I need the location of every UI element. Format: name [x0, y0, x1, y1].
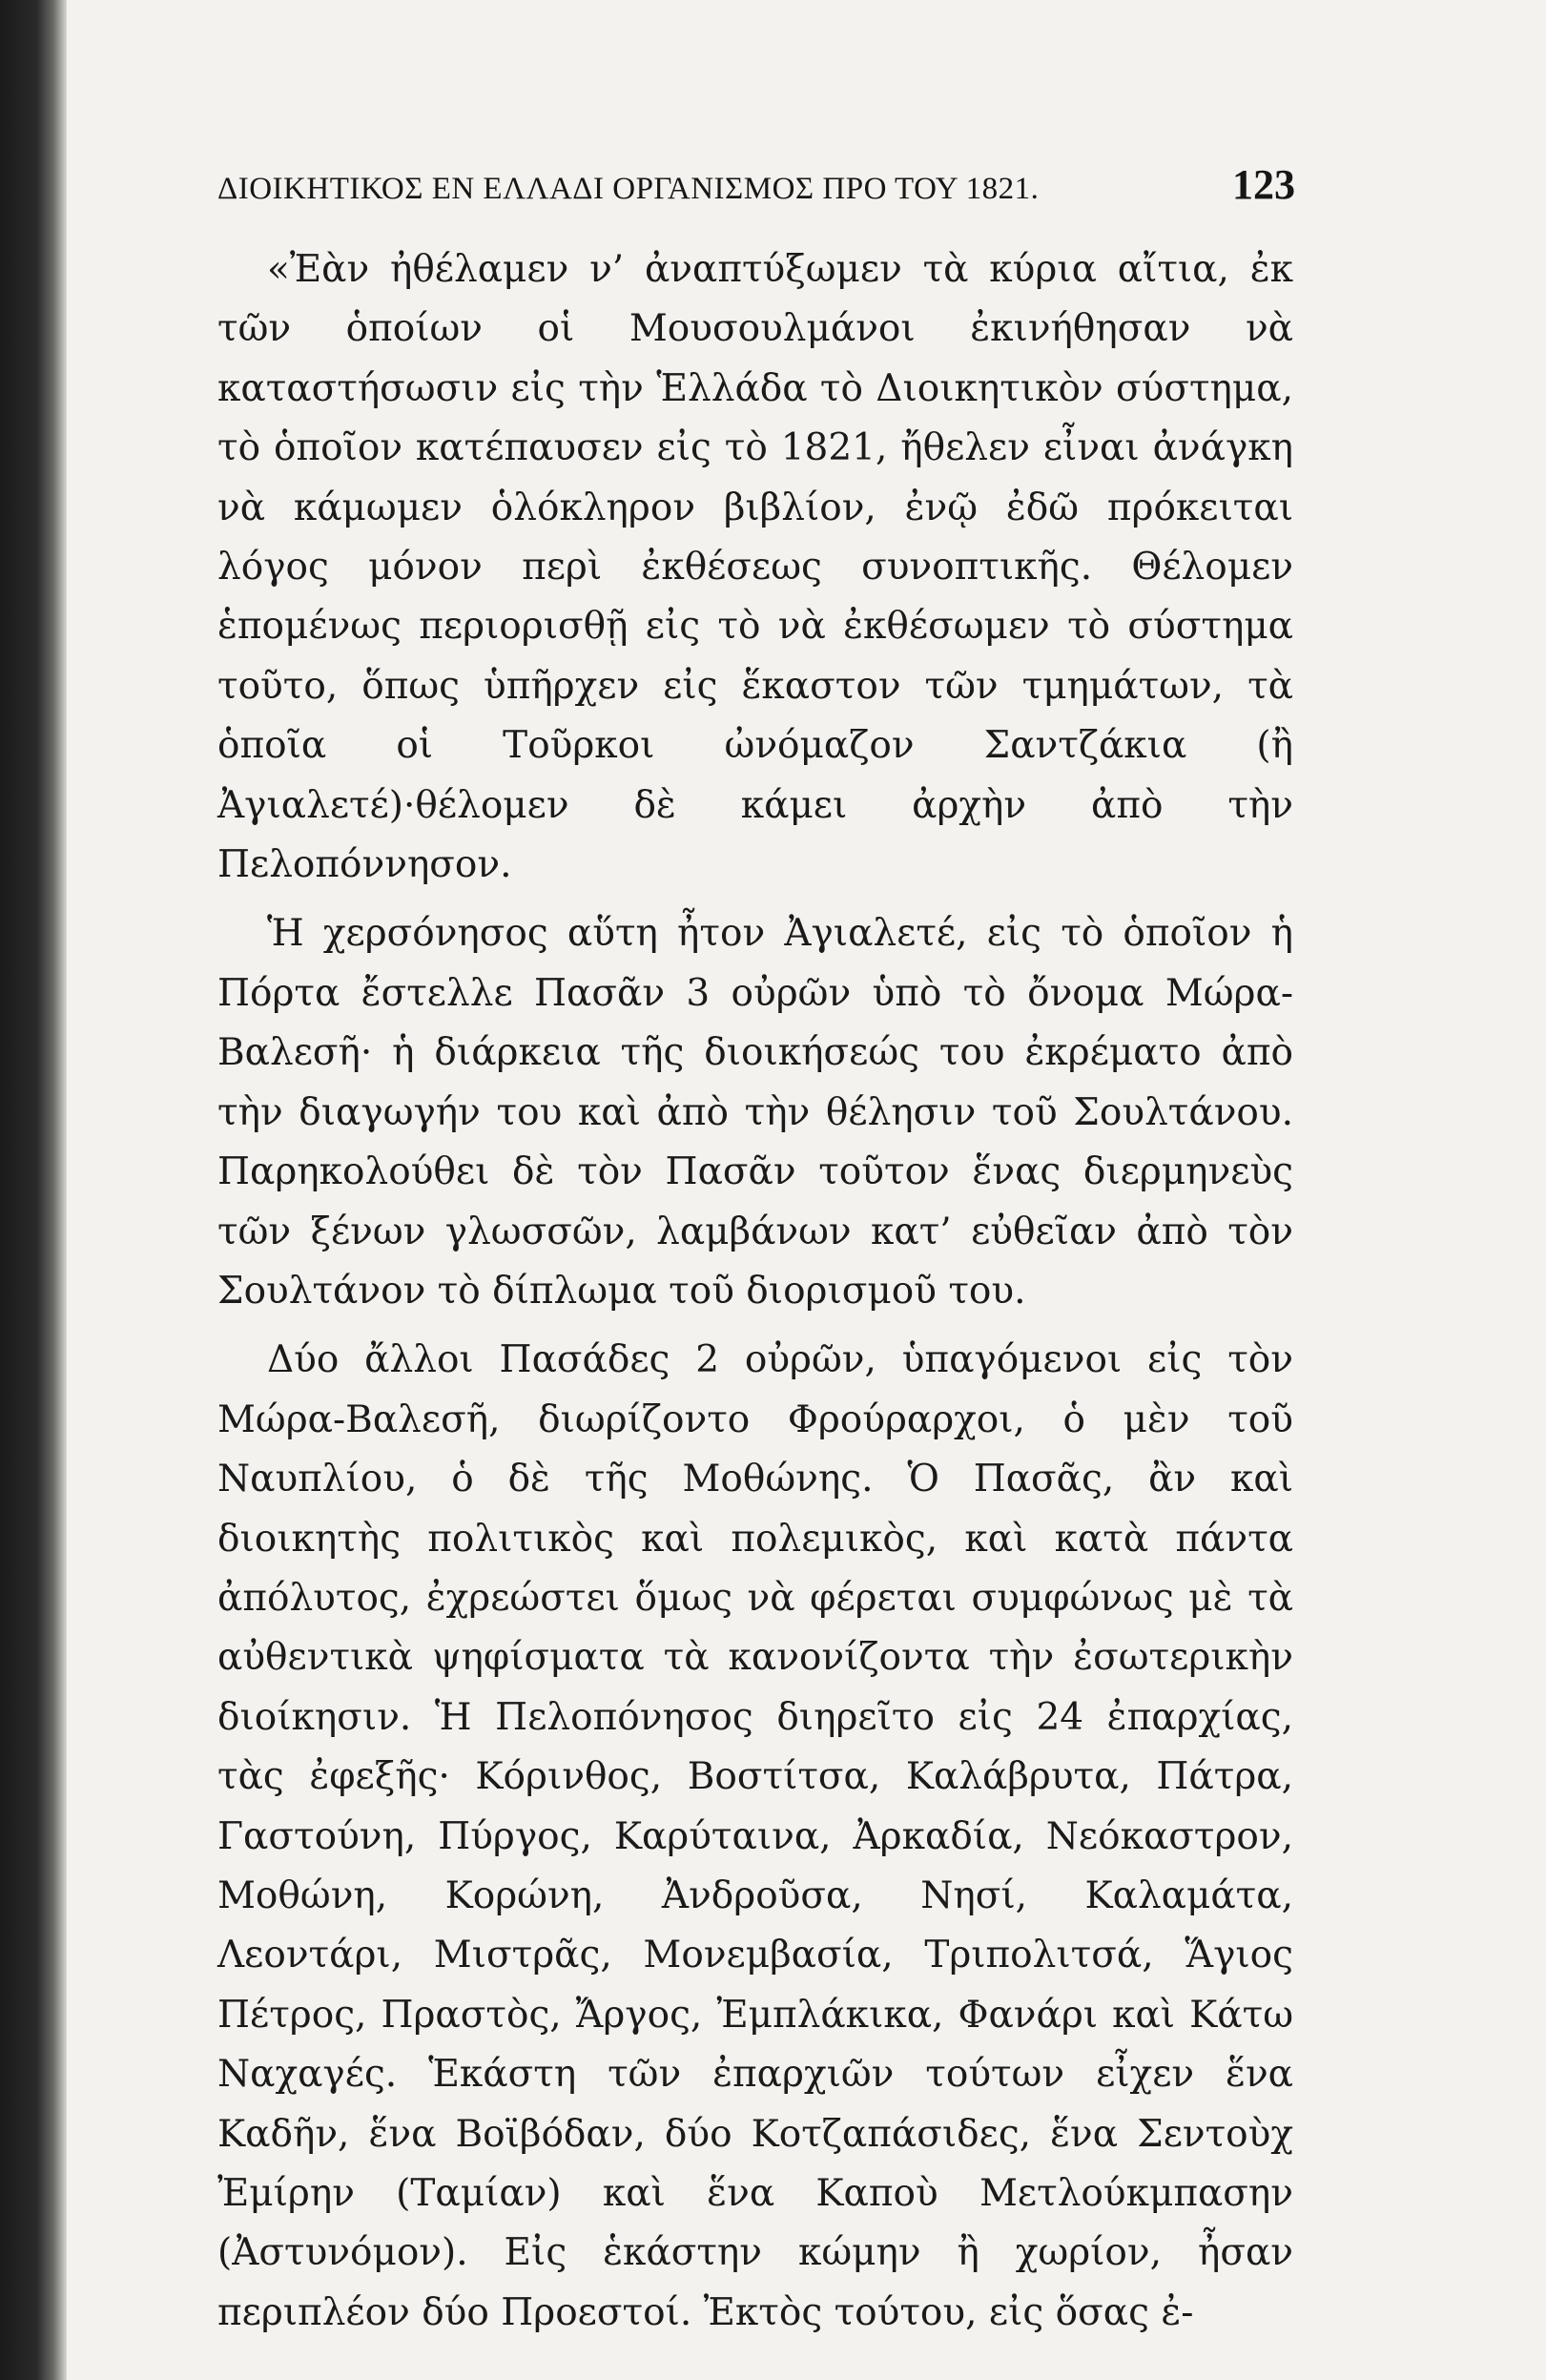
- paragraph: Ἡ χερσόνησος αὕτη ἦτον Ἀγιαλετέ, εἰς τὸ ὁποῖον ἡ Πόρτα ἔστελλε Πασᾶν 3 οὐρῶν ὑπὸ τὸ ὄνομα Μώρα-Βαλεσῆ· ἡ διάρκεια τῆς διοικήσεώς του ἐκρέματο ἀπὸ τὴν διαγωγήν του καὶ ἀπὸ τὴν θέλησιν τοῦ Σουλτάνου. Παρηκολούθει δὲ τὸν Πασᾶν τοῦτον ἕνας διερμηνεὺς τῶν ξένων γλωσσῶν, λαμβάνων κατ’ εὐθεῖαν ἀπὸ τὸν Σουλτάνον τὸ δίπλωμα τοῦ διορισμοῦ του.: [217, 912, 1293, 1313]
- running-header: [217, 160, 1295, 210]
- binding-gutter: [0, 0, 67, 2380]
- page-number: 123: [1232, 161, 1295, 208]
- body-text: [217, 240, 1293, 2343]
- running-title: ΔΙΟΙΚΗΤΙΚΟΣ ΕΝ ΕΛΛΑΔΙ ΟΡΓΑΝΙΣΜΟΣ ΠΡΟ ΤΟΥ 1821.: [217, 172, 1040, 206]
- paragraph: «Ἐὰν ἠθέλαμεν ν’ ἀναπτύξωμεν τὰ κύρια αἴτια, ἐκ τῶν ὁποίων οἱ Μουσουλμάνοι ἐκινήθησαν νὰ καταστήσωσιν εἰς τὴν Ἑλλάδα τὸ Διοικητικὸν σύστημα, τὸ ὁποῖον κατέπαυσεν εἰς τὸ 1821, ἤθελεν εἶναι ἀνάγκη νὰ κάμωμεν ὁλόκληρον βιβλίον, ἐνῷ ἐδῶ πρόκειται λόγος μόνον περὶ ἐκθέσεως συνοπτικῆς. Θέλομεν ἑπομένως περιορισθῇ εἰς τὸ νὰ ἐκθέσωμεν τὸ σύστημα τοῦτο, ὅπως ὑπῆρχεν εἰς ἕκαστον τῶν τμημάτων, τὰ ὁποῖα οἱ Τοῦρκοι ὠνόμαζον Σαντζάκια (ἢ Ἀγιαλετέ)·θέλομεν δὲ κάμει ἀρχὴν ἀπὸ τὴν Πελοπόννησον.: [217, 248, 1293, 887]
- paragraph: Δύο ἄλλοι Πασάδες 2 οὐρῶν, ὑπαγόμενοι εἰς τὸν Μώρα-Βαλεσῆ, διωρίζοντο Φρούραρχοι, ὁ μὲν τοῦ Ναυπλίου, ὁ δὲ τῆς Μοθώνης. Ὁ Πασᾶς, ἂν καὶ διοικητὴς πολιτικὸς καὶ πολεμικὸς, καὶ κατὰ πάντα ἀπόλυτος, ἐχρεώστει ὅμως νὰ φέρεται συμφώνως μὲ τὰ αὐθεντικὰ ψηφίσματα τὰ κανονίζοντα τὴν ἐσωτερικὴν διοίκησιν. Ἡ Πελοπόνησος διηρεῖτο εἰς 24 ἐπαρχίας, τὰς ἐφεξῆς· Κόρινθος, Βοστίτσα, Καλάβρυτα, Πάτρα, Γαστούνη, Πύργος, Καρύταινα, Ἀρκαδία, Νεόκαστρον, Μοθώνη, Κορώνη, Ἀνδροῦσα, Νησί, Καλαμάτα, Λεοντάρι, Μιστρᾶς, Μονεμβασία, Τριπολιτσά, Ἅγιος Πέτρος, Πραστὸς, Ἄργος, Ἐμπλάκικα, Φανάρι καὶ Κάτω Ναχαγές. Ἑκάστη τῶν ἐπαρχιῶν τούτων εἶχεν ἕνα Καδῆν, ἕνα Βοϊβόδαν, δύο Κοτζαπάσιδες, ἕνα Σεντοὺχ Ἐμίρην (Ταμίαν) καὶ ἕνα Καποὺ Μετλούκμπασην (Ἀστυνόμον). Εἰς ἑκάστην κώμην ἢ χωρίον, ἦσαν περιπλέον δύο Προεστοί. Ἐκτὸς τούτου, εἰς ὅσας ἐ-: [217, 1338, 1293, 2334]
